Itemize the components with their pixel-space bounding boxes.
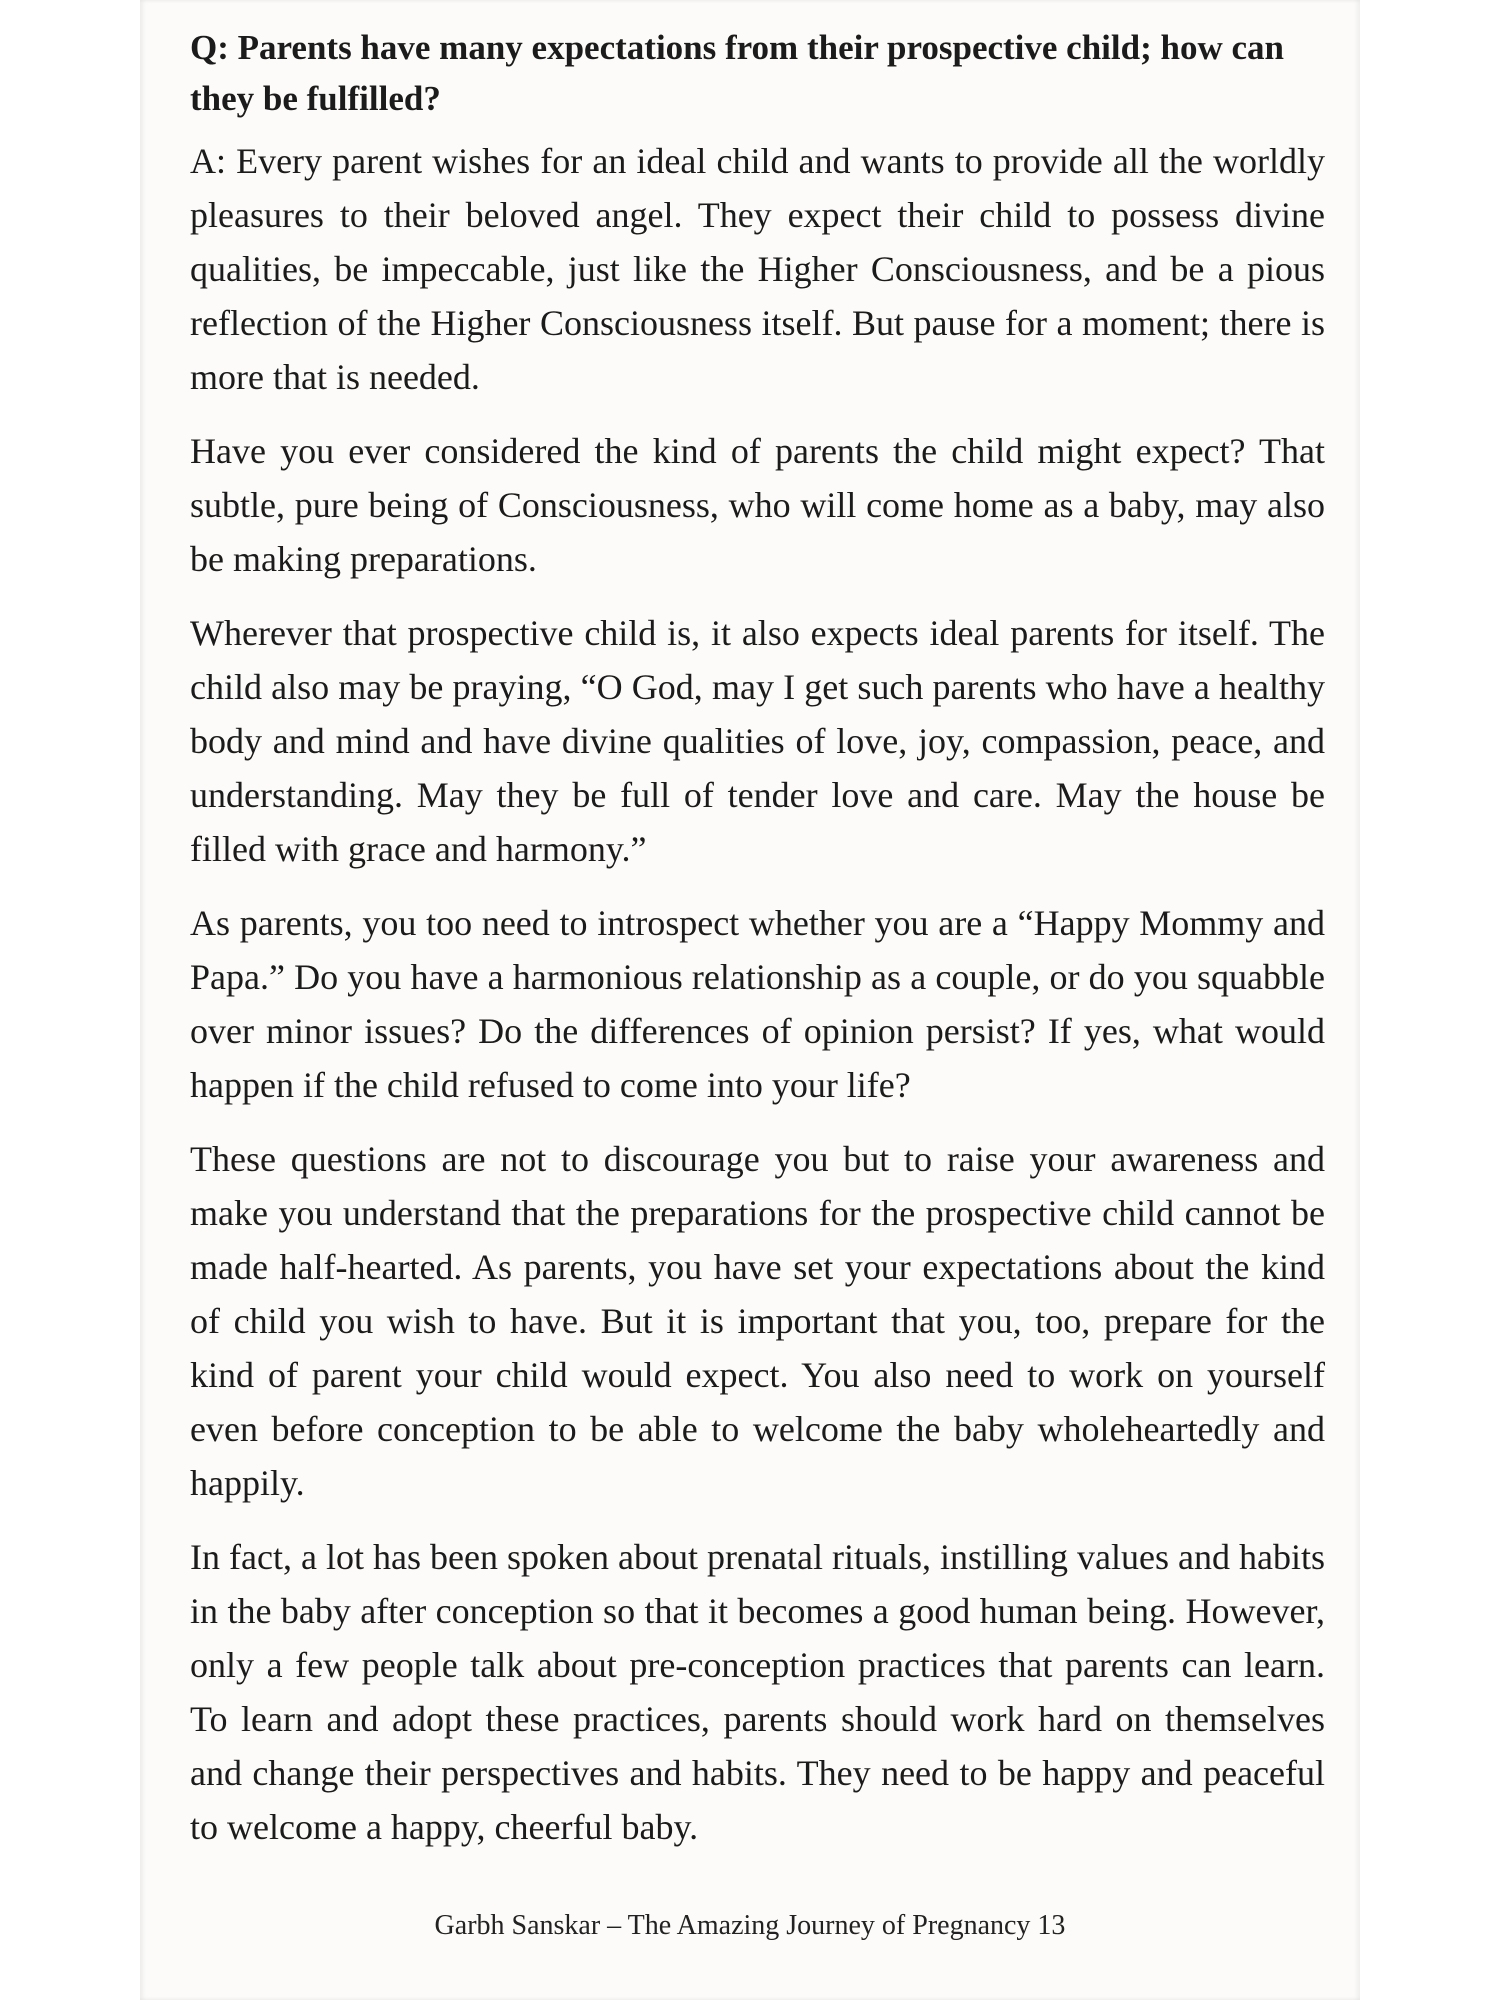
paragraph-introspection: As parents, you too need to introspect whether you are a “Happy Mommy and Papa.” Do you have a harmonious relationship as a couple, or do you squabble over minor issues? Do the differences of opinion persist? If yes, what would happen if the child refused to come into your life? xyxy=(190,903,1325,1105)
paragraph-answer: A: Every parent wishes for an ideal child and wants to provide all the worldly pleasures to their beloved angel. They expect their child to possess divine qualities, be impeccable, just like the Higher Consciousness, and be a pious reflection of the Higher Consciousness itself. But pause for a moment; there is more that is needed. xyxy=(190,141,1325,397)
paragraph-parents-expectation: Have you ever considered the kind of parents the child might expect? That subtle, pure being of Consciousness, who will come home as a baby, may also be making preparations. xyxy=(190,431,1325,579)
paragraph-awareness: These questions are not to discourage you but to raise your awareness and make you understand that the preparations for the prospective child cannot be made half-hearted. As parents, you have set your expectations about the kind of child you wish to have. But it is important that you, too, prepare for the kind of parent your child would expect. You also need to work on yourself even before conception to be able to welcome the baby wholeheartedly and happily. xyxy=(190,1139,1325,1503)
page-footer: Garbh Sanskar – The Amazing Journey of Pregnancy 13 xyxy=(434,1910,1066,1941)
paragraph-preconception: In fact, a lot has been spoken about prenatal rituals, instilling values and habits in the baby after conception so that it becomes a good human being. However, only a few people talk about pre-conception practices that parents can learn. To learn and adopt these practices, parents should work hard on themselves and change their perspectives and habits. They need to be happy and peaceful to welcome a happy, cheerful baby. xyxy=(190,1537,1325,1847)
book-page xyxy=(140,0,1360,2000)
page-body xyxy=(190,22,1325,1854)
question-heading: Q: Parents have many expectations from their prospective child; how can they be fulfilled? xyxy=(190,28,1284,118)
paragraph-child-prayer: Wherever that prospective child is, it also expects ideal parents for itself. The child also may be praying, “O God, may I get such parents who have a healthy body and mind and have divine qualities of love, joy, compassion, peace, and understanding. May they be full of tender love and care. May the house be filled with grace and harmony.” xyxy=(190,613,1325,869)
